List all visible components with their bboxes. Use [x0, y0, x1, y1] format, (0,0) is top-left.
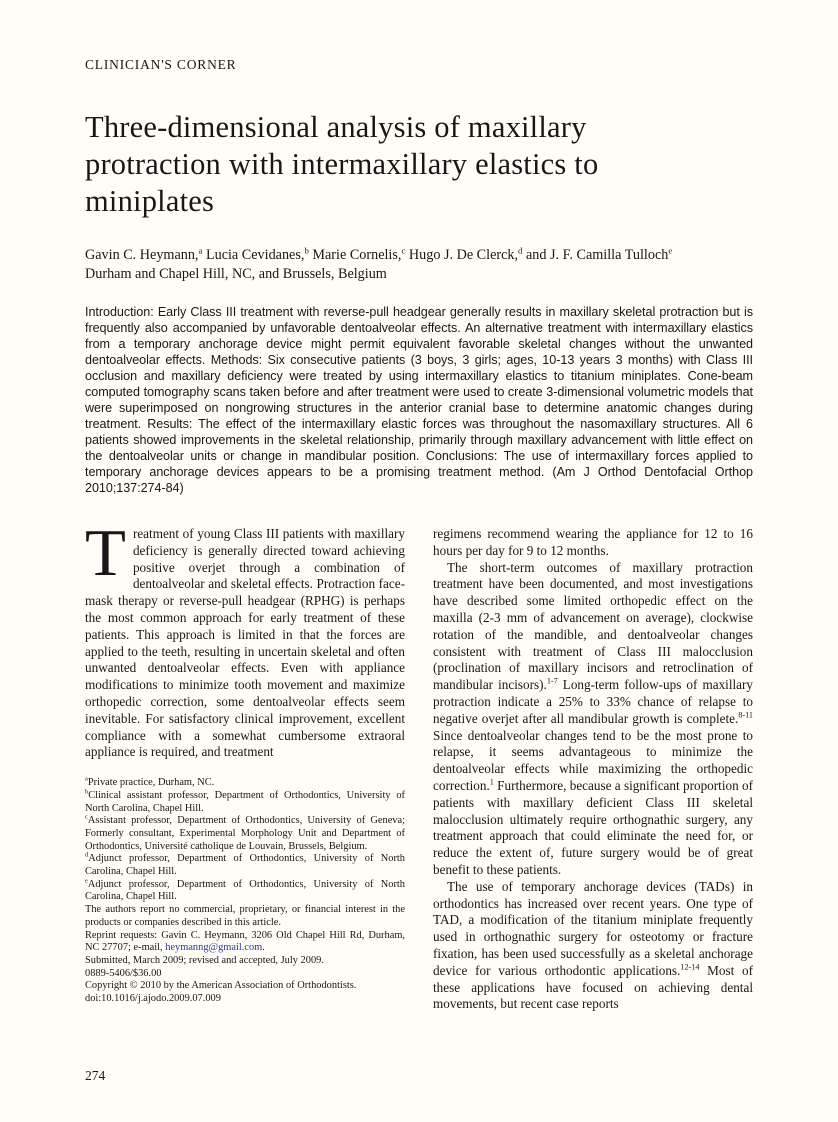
page-content — [85, 0, 753, 1013]
dropcap-letter: T — [85, 516, 126, 590]
article-title-line-3: miniplates — [85, 184, 215, 218]
email-link[interactable]: heymanng@gmail.com — [165, 942, 263, 954]
superscript-reference: d — [518, 245, 523, 256]
footnote-disclosure: The authors report no commercial, proprietary, or financial interest in the products or companies described in this article. — [85, 904, 405, 928]
intro-paragraph — [85, 516, 405, 761]
superscript-reference: b — [304, 245, 309, 256]
superscript-reference: 12-14 — [680, 962, 700, 972]
footnote-affil-b: $^b$Clinical assistant professor, Department of Orthodontics, University of North Carolina, Chapel Hill. — [85, 788, 405, 814]
paragraph-short-term-outcomes: The short-term outcomes of maxillary protraction treatment have been documented, and most investigations have described some limited orthopedic effect on the maxilla (2-3 mm of advancement on average), clockwise rotation of the mandible, and dentoalveolar changes consistent with treatment of Class III malocclusion (proclination of maxillary incisors and retroclination of mandibular incisors).$^{1-7}$ Long-term follow-ups of maxillary protraction indicate a 25% to 33% chance of relapse to negative overjet after all mandibular growth is complete.$^{8-11}$ Since dentoalveolar changes tend to be the most prone to relapse, it seems advantageous to minimize the dentoalveolar effects while maximizing the orthopedic correction.$^1$ Furthermore, because a significant proportion of patients with maxillary deficient Class III skeletal malocclusion ultimately require orthognathic surgery, any treatment approach that could eliminate the need for, or reduce the extent of, future surgery would be of great benefit to these patients. — [433, 559, 753, 877]
author-line: Gavin C. Heymann,$^a$ Lucia Cevidanes,$^b$ Marie Cornelis,$^c$ Hugo J. De Clerck,$^d$ and J. F. Camilla Tulloch$^e$ — [85, 245, 673, 263]
page-number: 274 — [85, 1068, 106, 1083]
superscript-reference: e — [85, 877, 88, 885]
superscript-reference: 1-7 — [546, 676, 558, 686]
footnote-copyright: Copyright © 2010 by the American Association of Orthodontists. — [85, 980, 357, 992]
body-columns — [85, 516, 753, 1013]
footnote-issn-price: 0889-5406/$36.00 — [85, 967, 162, 979]
right-column — [433, 526, 753, 1013]
intro-paragraph-text: reatment of young Class III patients with maxillary deficiency is generally directed toward achieving positive overjet through a combination of dentoalveolar and skeletal effects. Protraction face-mask therapy or reverse-pull headgear (RPHG) is perhaps the most common approach for early treatment of these patients. This approach is limited in that the forces are applied to the teeth, resulting in uncertain skeletal and often unwanted dentoalveolar effects. Even with appliance modifications to minimize tooth movement and maximize orthopedic correction, some dentoalveolar effects seem inevitable. For satisfactory clinical improvement, excellent compliance with a somewhat cumbersome extraoral appliance is required, and treatment — [85, 526, 405, 760]
superscript-reference: a — [85, 775, 88, 783]
article-title-line-1: Three-dimensional analysis of maxillary — [85, 110, 587, 144]
footnote-reprint-requests: Reprint requests: Gavin C. Heymann, 3206 Old Chapel Hill Rd, Durham, NC 27707; e-mail, heymanng@gmail.com. — [85, 929, 405, 954]
superscript-reference: d — [85, 851, 89, 859]
superscript-reference: a — [198, 245, 203, 256]
footnote-affil-a: $^a$Private practice, Durham, NC. — [85, 775, 215, 789]
footnote-affil-d: $^d$Adjunct professor, Department of Orthodontics, University of North Carolina, Chapel Hill. — [85, 851, 405, 878]
abstract: Introduction: Early Class III treatment with reverse-pull headgear generally results in maxillary skeletal protraction but is frequently also accompanied by unfavorable dentoalveolar effects. An alternative treatment with intermaxillary elastics from a temporary anchorage device might permit equivalent favorable skeletal changes without the unwanted dentoalveolar effects. Methods: Six consecutive patients (3 boys, 3 girls; ages, 10-13 years 3 months) with Class III occlusion and maxillary deficiency were treated by using intermaxillary elastics to titanium miniplates. Cone-beam computed tomography scans taken before and after treatment were used to create 3-dimensional volumetric models that were superimposed on nongrowing structures in the anterior cranial base to determine anatomic changes during treatment. Results: The effect of the intermaxillary elastic forces was throughout the nasomaxillary structures. All 6 patients showed improvements in the skeletal relationship, primarily through maxillary advancement with little effect on the dentoalveolar units or change in mandibular position. Conclusions: The use of intermaxillary forces applied to temporary anchorage devices appears to be a promising treatment method. (Am J Orthod Dentofacial Orthop 2010;137:274-84) — [85, 305, 753, 495]
footnote-submission: Submitted, March 2009; revised and accepted, July 2009. — [85, 955, 324, 966]
footnote-affil-c: $^c$Assistant professor, Department of Orthodontics, University of Geneva; Formerly consultant, Experimental Morphology Unit and Department of Orthodontics, Université catholique de Louvain, Brussels, Belgium. — [85, 813, 405, 852]
affiliation-line: Durham and Chapel Hill, NC, and Brussels, Belgium — [85, 266, 387, 282]
left-column — [85, 516, 405, 1013]
article-title-line-2: protraction with intermaxillary elastics to — [85, 147, 599, 181]
footnotes — [85, 777, 405, 1006]
superscript-reference: 1 — [489, 777, 494, 787]
footnote-doi: doi:10.1016/j.ajodo.2009.07.009 — [85, 993, 221, 1005]
superscript-reference: b — [85, 788, 89, 796]
superscript-reference: c — [401, 245, 406, 256]
footnote-affil-e: $^e$Adjunct professor, Department of Orthodontics, University of North Carolina, Chapel Hill. — [85, 877, 405, 903]
superscript-reference: 8-11 — [738, 710, 753, 720]
article-title — [85, 109, 753, 220]
superscript-reference: e — [668, 245, 673, 256]
paragraph-tads: The use of temporary anchorage devices (TADs) in orthodontics has increased over recent years. One type of TAD, a modification of the titanium miniplate frequently used in orthognathic surgery for osteotomy or fracture fixation, has been used successfully as a skeletal anchorage device for various orthodontic applications.$^{12-14}$ Most of these applications have focused on achieving dental movements, but recent case reports — [433, 878, 753, 1012]
paragraph-regimens: regimens recommend wearing the appliance for 12 to 16 hours per day for 9 to 12 months. — [433, 526, 753, 558]
superscript-reference: c — [85, 813, 88, 821]
section-header: CLINICIAN'S CORNER — [85, 57, 237, 72]
